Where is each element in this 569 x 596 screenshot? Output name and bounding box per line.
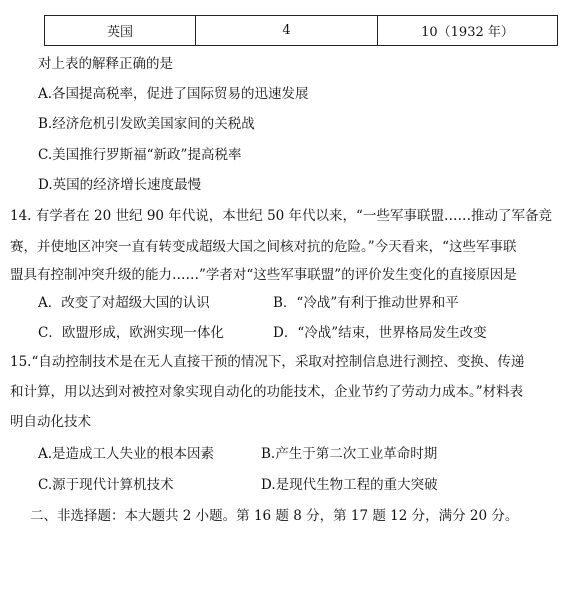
q15-option-b: B.产生于第二次工业革命时期 [261, 446, 438, 462]
q14-option-b: B．“冷战”有利于推动世界和平 [273, 295, 459, 311]
q14-option-c: C．欧盟形成，欧洲实现一体化 [38, 325, 224, 341]
q14-option-d: D．“冷战”结束，世界格局发生改变 [273, 325, 487, 341]
q15-option-c: C.源于现代计算机技术 [38, 477, 174, 493]
q15-option-a: A.是造成工人失业的根本因素 [38, 446, 215, 462]
q15-line-3: 明自动化技术 [10, 414, 91, 430]
q14-line-2: 赛，并使地区冲突一直有转变成超级大国之间核对抗的危险。”今天看来，“这些军事联 [10, 239, 517, 255]
table-cell-value1: 4 [196, 16, 378, 46]
q15-line-1: 15.“自动控制技术是在无人直接干预的情况下，采取对控制信息进行测控、变换、传递 [10, 354, 525, 370]
q13-option-b: B.经济危机引发欧美国家间的关税战 [38, 116, 255, 132]
data-table [44, 15, 558, 46]
section-heading: 二、非选择题：本大题共 2 小题。第 16 题 8 分，第 17 题 12 分，满分 20 分。 [30, 508, 519, 524]
q13-option-a: A.各国提高税率，促进了国际贸易的迅速发展 [38, 86, 309, 102]
q14-line-3: 盟具有控制冲突升级的能力……”学者对“这些军事联盟”的评价发生变化的直接原因是 [10, 267, 517, 283]
q15-line-2: 和计算，用以达到对被控对象实现自动化的功能技术，企业节约了劳动力成本。”材料表 [10, 384, 524, 400]
q14-line-1: 14. 有学者在 20 世纪 90 年代说，本世纪 50 年代以来，“一些军事联盟……推动了军备竞 [10, 208, 552, 224]
q14-option-a: A．改变了对超级大国的认识 [38, 295, 210, 311]
q13-stem: 对上表的解释正确的是 [38, 56, 173, 72]
table-cell-value2: 10（1932 年） [378, 16, 558, 46]
table-row [45, 16, 558, 46]
q15-option-d: D.是现代生物工程的重大突破 [261, 477, 438, 493]
q13-option-c: C.美国推行罗斯福“新政”提高税率 [38, 147, 242, 163]
q13-option-d: D.英国的经济增长速度最慢 [38, 177, 202, 193]
table-cell-country: 英国 [45, 16, 196, 46]
